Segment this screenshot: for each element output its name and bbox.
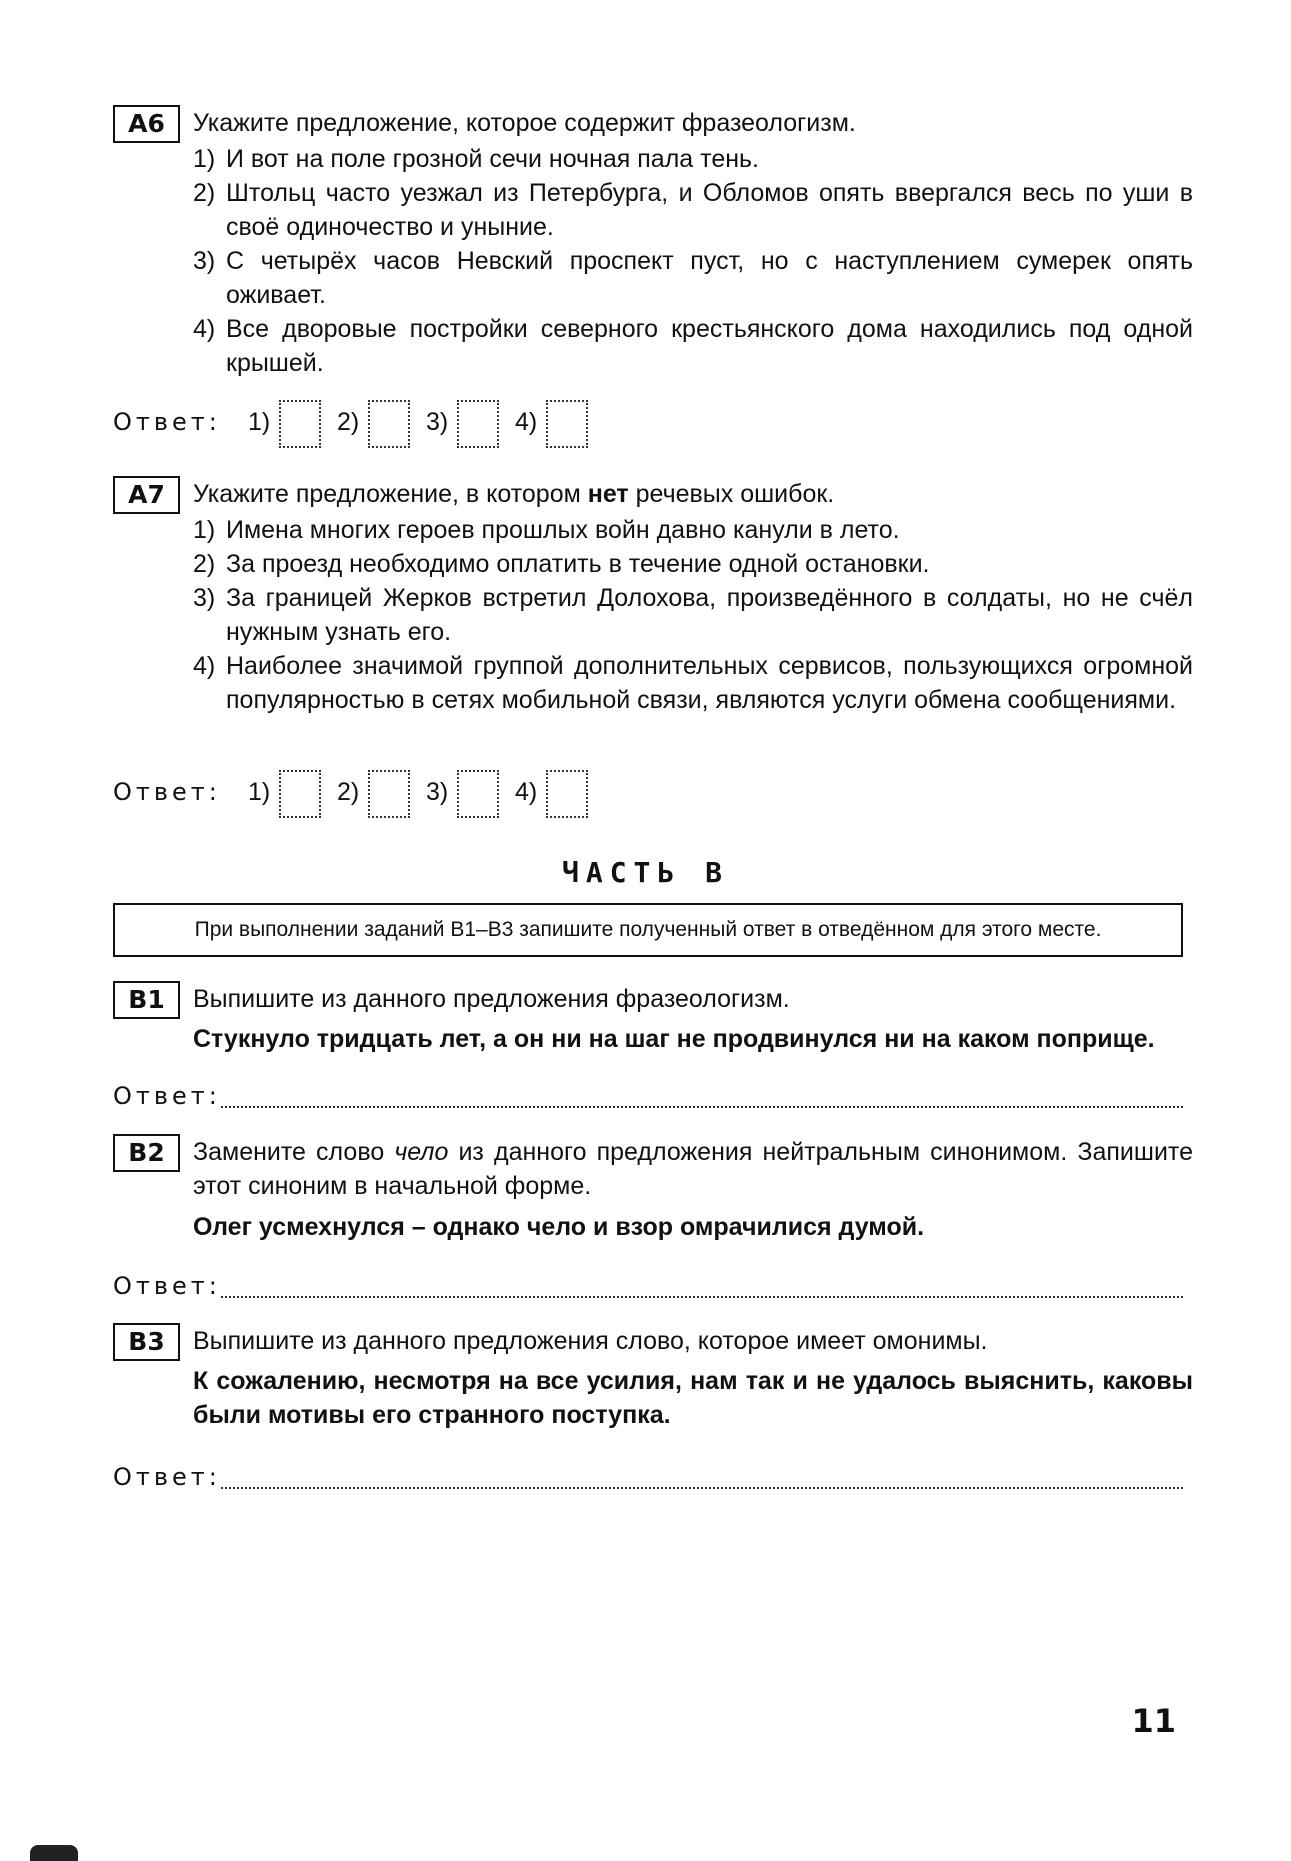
answer-label: Ответ: — [113, 408, 221, 436]
option-item — [193, 649, 1193, 717]
task-tag: А6 — [113, 105, 180, 143]
option-text: Наиболее значимой группой дополнительных сервисов, пользующихся огромной популярностью в сетях мобильной связи, являются услуги обмена сообщениями. — [226, 652, 1193, 714]
answer-row-a7 — [113, 770, 1193, 820]
option-number: 2) — [193, 550, 216, 578]
task-tag: А7 — [113, 476, 180, 514]
option-number: 4) — [193, 652, 216, 680]
option-number: 4) — [193, 315, 216, 343]
answer-input-line[interactable] — [221, 1106, 1183, 1108]
page-number: 11 — [1131, 1702, 1176, 1740]
question-italic-word: чело — [394, 1138, 449, 1166]
answer-box-3[interactable] — [457, 400, 499, 448]
option-text: Имена многих героев прошлых войн давно канули в лето. — [226, 516, 900, 544]
answer-line-b3 — [113, 1459, 1183, 1499]
option-number: 3) — [193, 584, 216, 612]
option-number: 1) — [193, 145, 216, 173]
corner-mark — [30, 1845, 78, 1861]
task-question: Выпишите из данного предложения слово, которое имеет омонимы. — [193, 1327, 988, 1355]
task-sentence: Стукнуло тридцать лет, а он ни на шаг не продвинулся ни на каком поприще. — [193, 1025, 1155, 1053]
task-question: Укажите предложение, которое содержит фразеологизм. — [193, 109, 856, 137]
options-list — [193, 513, 1193, 717]
instruction-box: При выполнении заданий В1–В3 запишите полученный ответ в отведённом для этого месте. — [113, 903, 1183, 957]
answer-box-1[interactable] — [279, 770, 321, 818]
task-sentence: К сожалению, несмотря на все усилия, нам так и не удалось выяснить, каковы были мотивы его странного поступка. — [193, 1367, 1193, 1429]
answer-label: Ответ: — [113, 1082, 221, 1110]
option-text: За границей Жерков встретил Долохова, произведённого в солдаты, но не счёл нужным узнать его. — [226, 584, 1193, 646]
answer-label: Ответ: — [113, 1463, 221, 1491]
question-text: Замените слово — [193, 1138, 395, 1166]
option-number: 2) — [193, 179, 216, 207]
part-title: ЧАСТЬ В — [561, 856, 729, 889]
answer-label: Ответ: — [113, 778, 221, 806]
answer-box-1[interactable] — [279, 400, 321, 448]
answer-box-4[interactable] — [546, 400, 588, 448]
answer-box-3[interactable] — [457, 770, 499, 818]
task-question — [193, 477, 1193, 511]
option-text: Все дворовые постройки северного крестьянского дома находились под одной крышей. — [226, 315, 1193, 377]
task-tag: В1 — [113, 981, 180, 1019]
option-item — [193, 581, 1193, 649]
box-label: 4) — [515, 778, 538, 806]
option-item — [193, 176, 1193, 244]
answer-box-2[interactable] — [368, 400, 410, 448]
answer-input-line[interactable] — [221, 1487, 1183, 1489]
box-label: 4) — [515, 408, 538, 436]
option-text: С четырёх часов Невский проспект пуст, но с наступлением сумерек опять оживает. — [226, 247, 1193, 309]
answer-box-2[interactable] — [368, 770, 410, 818]
task-question — [193, 1135, 1193, 1203]
answer-line-b2 — [113, 1268, 1183, 1308]
answer-input-line[interactable] — [221, 1296, 1183, 1298]
option-text: За проезд необходимо оплатить в течение одной остановки. — [226, 550, 930, 578]
box-label: 3) — [426, 408, 449, 436]
options-list — [193, 142, 1193, 380]
box-label: 3) — [426, 778, 449, 806]
option-number: 1) — [193, 516, 216, 544]
option-item — [193, 312, 1193, 380]
task-question: Выпишите из данного предложения фразеологизм. — [193, 985, 790, 1013]
box-label: 2) — [337, 408, 360, 436]
answer-box-4[interactable] — [546, 770, 588, 818]
answer-row-a6 — [113, 400, 1193, 450]
box-label: 1) — [248, 778, 271, 806]
task-tag: В2 — [113, 1134, 180, 1172]
task-tag: В3 — [113, 1323, 180, 1361]
box-label: 2) — [337, 778, 360, 806]
question-text: Укажите предложение, в котором — [193, 480, 588, 508]
answer-label: Ответ: — [113, 1272, 221, 1300]
answer-line-b1 — [113, 1078, 1183, 1118]
option-item — [193, 513, 1193, 547]
option-text: И вот на поле грозной сечи ночная пала тень. — [226, 145, 759, 173]
box-label: 1) — [248, 408, 271, 436]
question-text: из данного предложения нейтральным синонимом. Запишите этот синоним в начальной форме. — [193, 1138, 1193, 1200]
option-item — [193, 142, 1193, 176]
option-text: Штольц часто уезжал из Петербурга, и Обломов опять ввергался весь по уши в своё одиночество и уныние. — [226, 179, 1193, 241]
option-item — [193, 244, 1193, 312]
option-item — [193, 547, 1193, 581]
task-sentence: Олег усмехнулся – однако чело и взор омрачилися думой. — [193, 1213, 925, 1241]
question-text: речевых ошибок. — [628, 480, 835, 508]
question-emphasis: нет — [587, 480, 629, 508]
option-number: 3) — [193, 247, 216, 275]
